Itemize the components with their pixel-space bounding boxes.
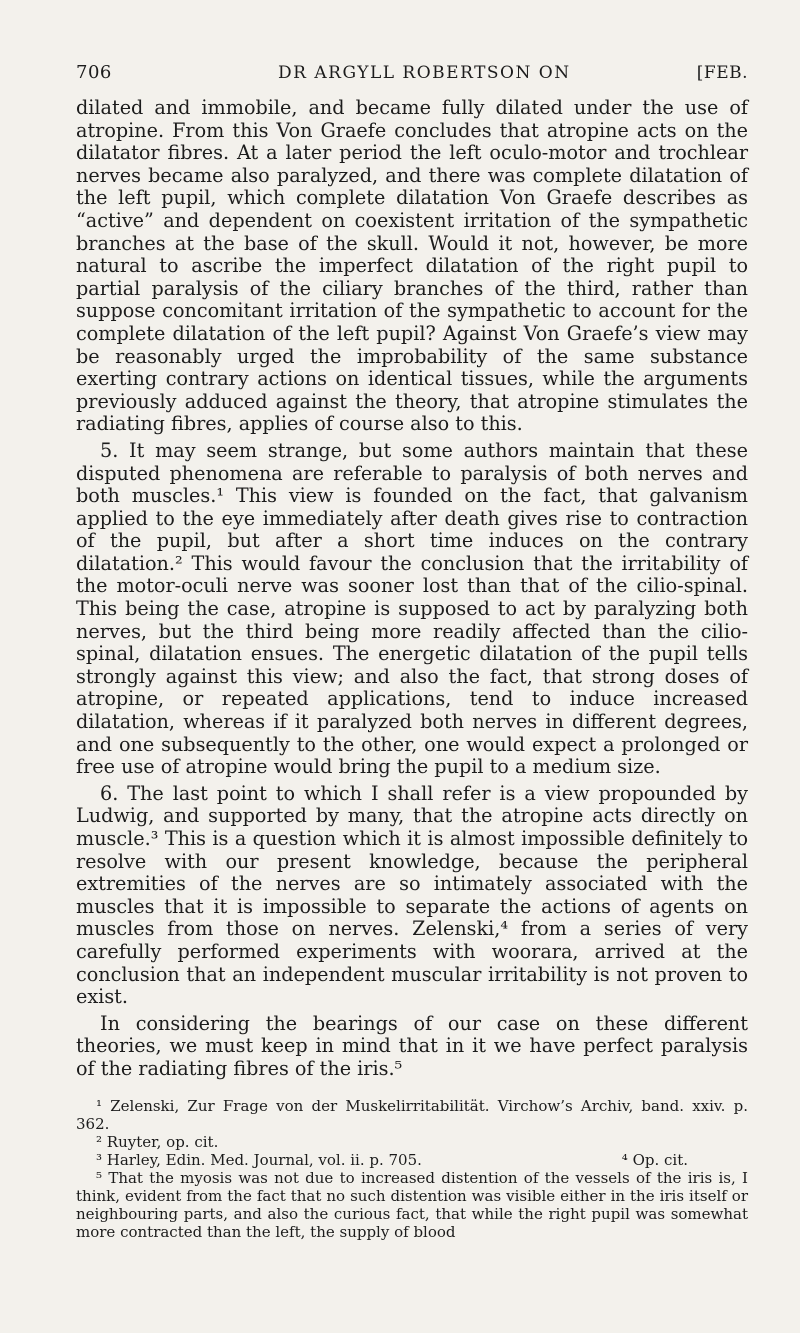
paragraph-point-5: 5. It may seem strange, but some authors maintain that these disputed phenomena are referable to paralysis of both nerves and both muscles.¹ This view is founded on the fact, that galvanism applied to the eye immediately after death gives rise to contraction of the pupil, but after a short time induces on the contrary dilatation.² This would favour the conclusion that the irritability of the motor-oculi nerve was sooner lost than that of the cilio-spinal. This being the case, atropine is supposed to act by paralyzing both nerves, but the third being more readily affected than the cilio-spinal, dilatation ensues. The energetic dilatation of the pupil tells strongly against this view; and also the fact, that strong doses of atropine, or repeated applications, tend to induce increased dilatation, whereas if it paralyzed both nerves in different degrees, and one subsequently to the other, one would expect a prolonged or free use of atropine would bring the pupil to a medium size. [76,438,748,779]
paragraph-point-6: 6. The last point to which I shall refer is a view propounded by Ludwig, and supported by many, that the atropine acts directly on muscle.³ This is a question which it is almost impossible definitely to resolve with our present knowledge, because the peripheral extremities of the nerves are so intimately associated with the muscles that it is impossible to separate the actions of agents on muscles from those on nerves. Zelenski,⁴ from a series of very carefully performed experiments with woorara, arrived at the conclusion that an independent muscular irritability is not proven to exist. [76,781,748,1009]
running-month: [FEB. [696,63,748,83]
footnote-4: ⁴ Op. cit. [621,1150,688,1169]
footnote-1: ¹ Zelenski, Zur Frage von der Muskelirritabilität. Virchow’s Archiv, band. xxiv. p. 362. [76,1096,748,1133]
page-number: 706 [76,62,112,83]
running-title: DR ARGYLL ROBERTSON ON [278,63,571,83]
footnote-3: ³ Harley, Edin. Med. Journal, vol. ii. p. 705. [96,1150,422,1169]
footnote-2: ² Ruyter, op. cit. [96,1132,219,1151]
footnotes [76,1097,748,1241]
footnote-5: ⁵ That the myosis was not due to increased distention of the vessels of the iris is, I think, evident from the fact that no such distention was visible either in the iris itself or neighbouring parts, and also the curious fact, that while the right pupil was somewhat more contracted than the left, the supply of blood [76,1168,748,1241]
footnote-row-3-4 [76,1151,748,1169]
paragraph-continuation: dilated and immobile, and became fully dilated under the use of atropine. From this Von Graefe concludes that atropine acts on the dilatator fibres. At a later period the left oculo-motor and trochlear nerves became also paralyzed, and there was complete dilatation of the left pupil, which complete dilatation Von Graefe describes as “active” and dependent on coexistent irritation of the sympathetic branches at the base of the skull. Would it not, however, be more natural to ascribe the imperfect dilatation of the right pupil to partial paralysis of the ciliary branches of the third, rather than suppose concomitant irritation of the sympathetic to account for the complete dilatation of the left pupil? Against Von Graefe’s view may be reasonably urged the improbability of the same substance exerting contrary actions on identical tissues, while the arguments previously adduced against the theory, that atropine stimulates the radiating fibres, applies of course also to this. [76,96,748,436]
page-header [76,62,748,83]
paragraph-conclusion: In considering the bearings of our case on these different theories, we must keep in mind that in it we have perfect paralysis of the radiating fibres of the iris.⁵ [76,1011,748,1080]
body-text [76,97,748,1081]
